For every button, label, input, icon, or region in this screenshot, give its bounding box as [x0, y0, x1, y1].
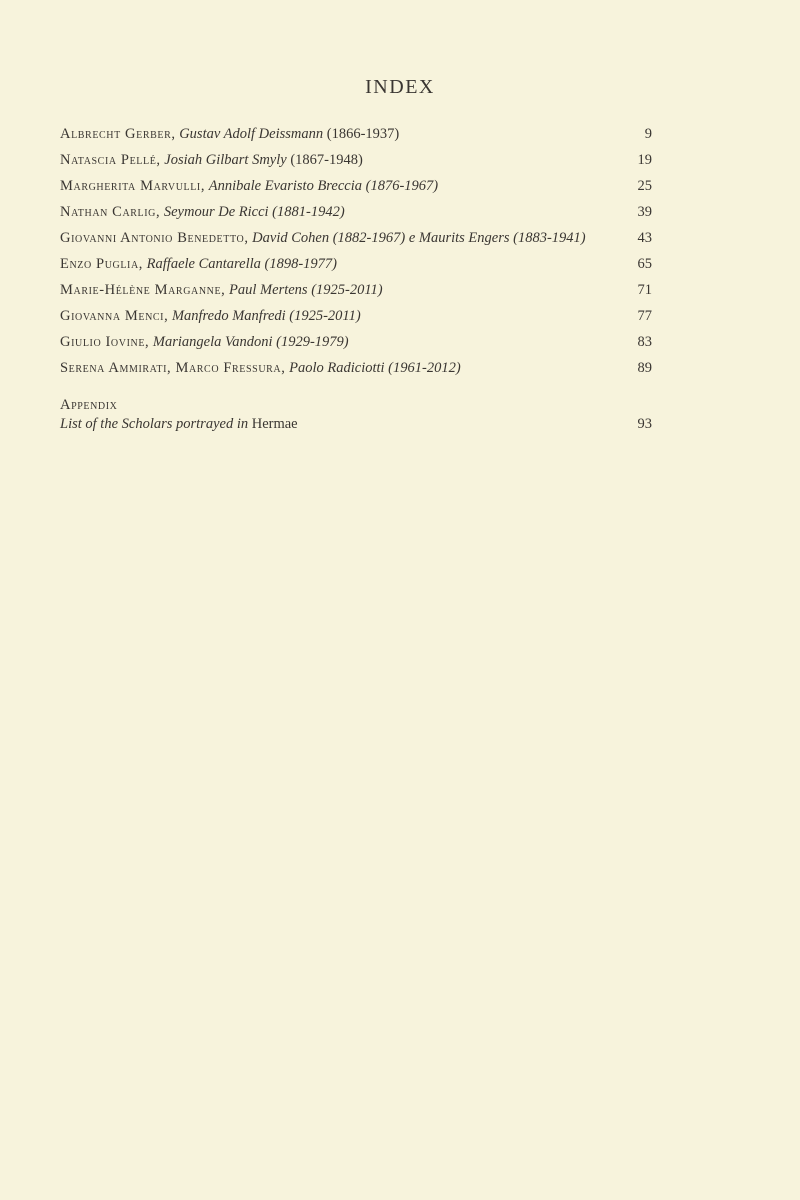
- entry-dates: (1867-1948): [290, 152, 363, 168]
- entry-page-number: 83: [637, 334, 652, 350]
- index-entry: [60, 332, 652, 358]
- appendix-entry-upright: Hermae: [251, 416, 298, 432]
- entry-author: Albrecht Gerber,: [60, 126, 176, 142]
- index-entry: [60, 176, 652, 202]
- entry-author: Enzo Puglia,: [60, 256, 144, 272]
- entry-author: Margherita Marvulli,: [60, 178, 206, 194]
- entry-subject: Annibale Evaristo Breccia (1876-1967): [208, 178, 439, 194]
- entry-subject: Gustav Adolf Deissmann: [179, 126, 324, 142]
- entry-subject: Mariangela Vandoni (1929-1979): [152, 334, 349, 350]
- index-entry: [60, 280, 652, 306]
- entry-subject: Manfredo Manfredi (1925-2011): [171, 308, 361, 324]
- entry-subject: Paolo Radiciotti (1961-2012): [289, 360, 461, 376]
- entry-author: Serena Ammirati, Marco Fressura,: [60, 360, 286, 376]
- index-entry: [60, 228, 652, 254]
- entry-page-number: 25: [637, 178, 652, 194]
- appendix-entry-italic: List of the Scholars portrayed in: [60, 416, 249, 432]
- entry-author: Giulio Iovine,: [60, 334, 150, 350]
- page-title: INDEX: [365, 76, 435, 98]
- entry-author: Natascia Pellé,: [60, 152, 161, 168]
- appendix-entry: [60, 414, 652, 434]
- appendix-page-number: 93: [637, 416, 652, 432]
- index-entry: [60, 150, 652, 176]
- index-entry: [60, 254, 652, 280]
- entry-page-number: 65: [637, 256, 652, 272]
- appendix-entry-text: [60, 416, 298, 432]
- entry-author: Giovanni Antonio Benedetto,: [60, 230, 249, 246]
- entry-page-number: 19: [637, 152, 652, 168]
- entry-author: Marie-Hélène Marganne,: [60, 282, 226, 298]
- entry-page-number: 77: [637, 308, 652, 324]
- entry-subject: Raffaele Cantarella (1898-1977): [146, 256, 338, 272]
- entry-subject: Josiah Gilbart Smyly: [164, 152, 287, 168]
- index-entry: [60, 202, 652, 228]
- entry-author: Giovanna Menci,: [60, 308, 169, 324]
- appendix-heading: Appendix: [60, 397, 118, 413]
- entry-subject: David Cohen (1882-1967) e Maurits Engers (1883-1941): [252, 230, 586, 246]
- entry-dates: (1866-1937): [326, 126, 400, 142]
- entry-subject: Paul Mertens (1925-2011): [229, 282, 383, 298]
- entry-page-number: 43: [637, 230, 652, 246]
- entry-subject: Seymour De Ricci (1881-1942): [163, 204, 345, 220]
- entry-page-number: 89: [637, 360, 652, 376]
- index-entry: [60, 358, 652, 384]
- entry-page-number: 71: [637, 282, 652, 298]
- entry-page-number: 39: [637, 204, 652, 220]
- entry-author: Nathan Carlig,: [60, 204, 161, 220]
- index-entry: [60, 124, 652, 150]
- index-entry: [60, 306, 652, 332]
- index-entry-list: [60, 124, 652, 384]
- entry-page-number: 9: [644, 126, 652, 142]
- appendix-section: [60, 396, 652, 434]
